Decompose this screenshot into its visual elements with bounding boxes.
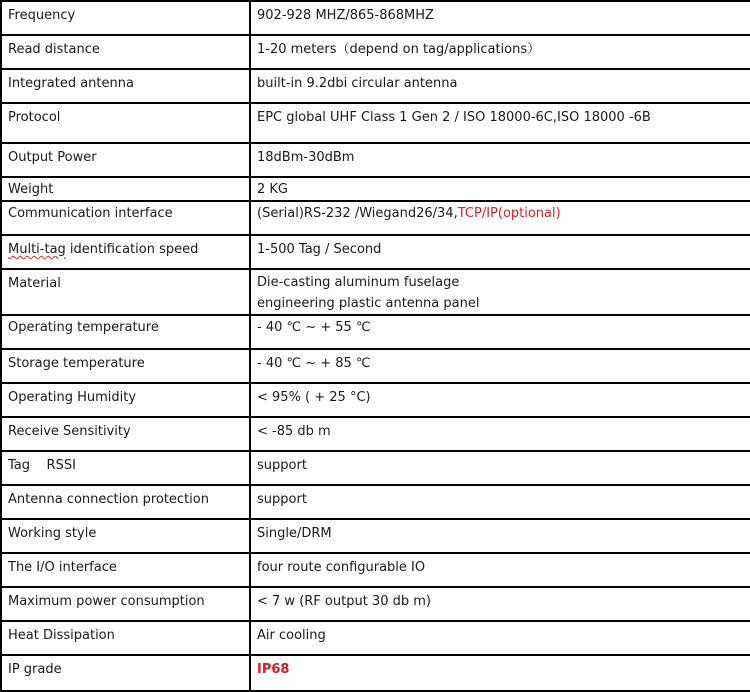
spec-value bbox=[250, 655, 750, 691]
spec-label: Integrated antenna bbox=[1, 69, 250, 103]
spec-label: Weight bbox=[1, 177, 250, 201]
ip-grade-value: IP68 bbox=[257, 662, 290, 677]
spec-label: Antenna connection protection bbox=[1, 485, 250, 519]
spec-value-line-1: Die-casting aluminum fuselage bbox=[257, 275, 460, 290]
table-row-tag-rssi bbox=[1, 451, 750, 485]
spec-label: Tag RSSI bbox=[1, 451, 250, 485]
spec-value: EPC global UHF Class 1 Gen 2 / ISO 18000-6C,ISO 18000 -6B bbox=[250, 103, 750, 143]
table-row-receive-sensitivity bbox=[1, 417, 750, 451]
spec-value: 1-500 Tag / Second bbox=[250, 235, 750, 269]
table-row-output-power bbox=[1, 143, 750, 177]
table-row-multi-tag-speed bbox=[1, 235, 750, 269]
spec-value: 1-20 meters（depend on tag/applications） bbox=[250, 35, 750, 69]
table-row-integrated-antenna bbox=[1, 69, 750, 103]
spec-label: Material bbox=[1, 269, 250, 315]
spec-value: 2 KG bbox=[250, 177, 750, 201]
spec-label: Operating temperature bbox=[1, 315, 250, 349]
spec-value: Air cooling bbox=[250, 621, 750, 655]
spec-value: 18dBm-30dBm bbox=[250, 143, 750, 177]
spec-label: Frequency bbox=[1, 1, 250, 35]
spec-value: Single/DRM bbox=[250, 519, 750, 553]
spec-label: Output Power bbox=[1, 143, 250, 177]
spec-value-line-2: engineering plastic antenna panel bbox=[257, 296, 480, 311]
spec-label bbox=[1, 235, 250, 269]
spec-label: Communication interface bbox=[1, 201, 250, 235]
spec-label: Maximum power consumption bbox=[1, 587, 250, 621]
spec-label: Read distance bbox=[1, 35, 250, 69]
table-row-read-distance bbox=[1, 35, 750, 69]
spec-value: < 95% ( + 25 °C) bbox=[250, 383, 750, 417]
spec-label: Receive Sensitivity bbox=[1, 417, 250, 451]
spec-value-highlight: TCP/IP(optional) bbox=[457, 206, 561, 221]
table-row-material bbox=[1, 269, 750, 315]
spec-label: Working style bbox=[1, 519, 250, 553]
spec-value: support bbox=[250, 485, 750, 519]
table-row-protocol bbox=[1, 103, 750, 143]
table-row-operating-temperature bbox=[1, 315, 750, 349]
spec-value: < 7 w (RF output 30 db m) bbox=[250, 587, 750, 621]
table-row-io-interface bbox=[1, 553, 750, 587]
spec-value: four route configurable IO bbox=[250, 553, 750, 587]
table-row-max-power bbox=[1, 587, 750, 621]
table-row-operating-humidity bbox=[1, 383, 750, 417]
spec-value: - 40 ℃ ~ + 55 ℃ bbox=[250, 315, 750, 349]
table-row-storage-temperature bbox=[1, 349, 750, 383]
spec-label: The I/O interface bbox=[1, 553, 250, 587]
table-row-frequency bbox=[1, 1, 750, 35]
spec-label-rest: identification speed bbox=[65, 242, 199, 257]
table-row-weight bbox=[1, 177, 750, 201]
spec-value: support bbox=[250, 451, 750, 485]
table-row-ip-grade bbox=[1, 655, 750, 691]
spec-value: 902-928 MHZ/865-868MHZ bbox=[250, 1, 750, 35]
table-row-heat-dissipation bbox=[1, 621, 750, 655]
spec-label: IP grade bbox=[1, 655, 250, 691]
spellcheck-underline-text: Multi-tag bbox=[8, 242, 66, 257]
table-row-communication-interface bbox=[1, 201, 750, 235]
spec-value: built-in 9.2dbi circular antenna bbox=[250, 69, 750, 103]
spec-label: Heat Dissipation bbox=[1, 621, 250, 655]
spec-label: Storage temperature bbox=[1, 349, 250, 383]
spec-value bbox=[250, 269, 750, 315]
table-row-working-style bbox=[1, 519, 750, 553]
spec-value-text: (Serial)RS-232 /Wiegand26/34, bbox=[257, 206, 458, 221]
table-row-antenna-protection bbox=[1, 485, 750, 519]
spec-label: Operating Humidity bbox=[1, 383, 250, 417]
spec-value: < -85 db m bbox=[250, 417, 750, 451]
spec-value: - 40 ℃ ~ + 85 ℃ bbox=[250, 349, 750, 383]
spec-label: Protocol bbox=[1, 103, 250, 143]
spec-value bbox=[250, 201, 750, 235]
